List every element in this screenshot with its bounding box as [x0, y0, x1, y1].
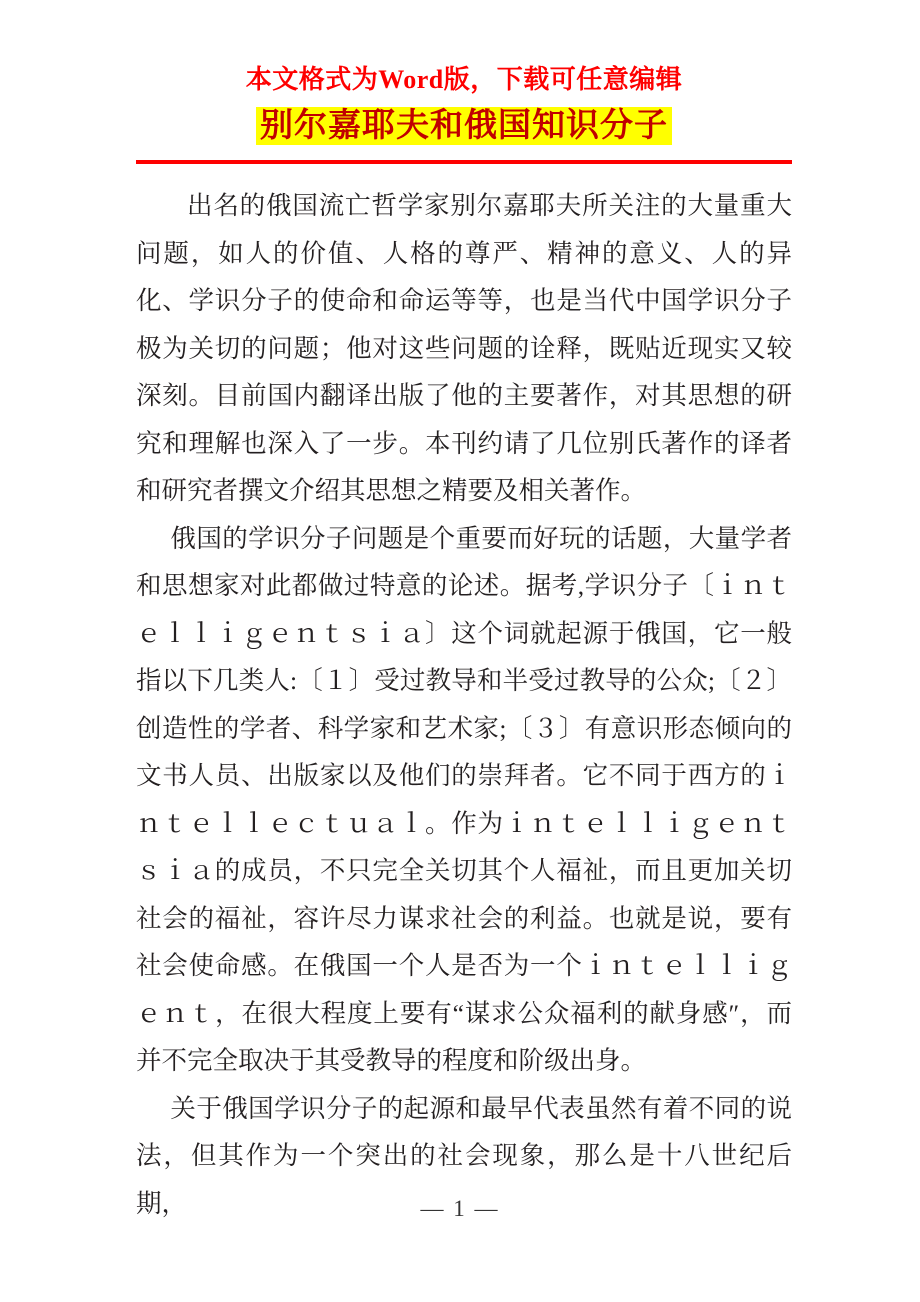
- page-number-footer: — 1 —: [420, 1196, 500, 1221]
- page-title: 别尔嘉耶夫和俄国知识分子: [256, 107, 672, 145]
- paragraph-1: 出名的俄国流亡哲学家别尔嘉耶夫所关注的大量重大问题，如人的价值、人格的尊严、精神的意义、人的异化、学识分子的使命和命运等等，也是当代中国学识分子极为关切的问题；他对这些问题的诠释，既贴近现实又较深刻。目前国内翻译出版了他的主要著作，对其思想的研究和理解也深入了一步。本刊约请了几位别氏著作的译者和研究者撰文介绍其思想之精要及相关著作。: [136, 191, 792, 505]
- page-content: [136, 0, 792, 1227]
- promo-notice: 本文格式为Word版，下载可任意编辑: [245, 65, 683, 94]
- paragraph-3: 关于俄国学识分子的起源和最早代表虽然有着不同的说法，但其作为一个突出的社会现象，那么是十八世纪后期，: [136, 1093, 792, 1218]
- document-body: [136, 182, 792, 1227]
- paragraph-2: 俄国的学识分子问题是个重要而好玩的话题，大量学者和思想家对此都做过特意的论述。据考,学识分子〔ｉｎｔｅｌｌｉｇｅｎｔｓｉａ〕这个词就起源于俄国，它一般指以下几类人:〔１〕受过教导和半受过教导的公众;〔２〕创造性的学者、科学家和艺术家;〔３〕有意识形态倾向的文书人员、出版家以及他们的崇拜者。它不同于西方的ｉｎｔｅｌｌｅｃｔｕａｌ。作为ｉｎｔｅｌｌｉｇｅｎｔｓｉａ的成员，不只完全关切其个人福祉，而且更加关切社会的福祉，容许尽力谋求社会的利益。也就是说，要有社会使命感。在俄国一个人是否为一个ｉｎｔｅｌｌｉｇｅｎｔ，在很大程度上要有“谋求公众福利的献身感″，而并不完全取决于其受教导的程度和阶级出身。: [136, 523, 792, 1075]
- title-divider: [136, 160, 792, 164]
- document-title-row: [136, 104, 792, 154]
